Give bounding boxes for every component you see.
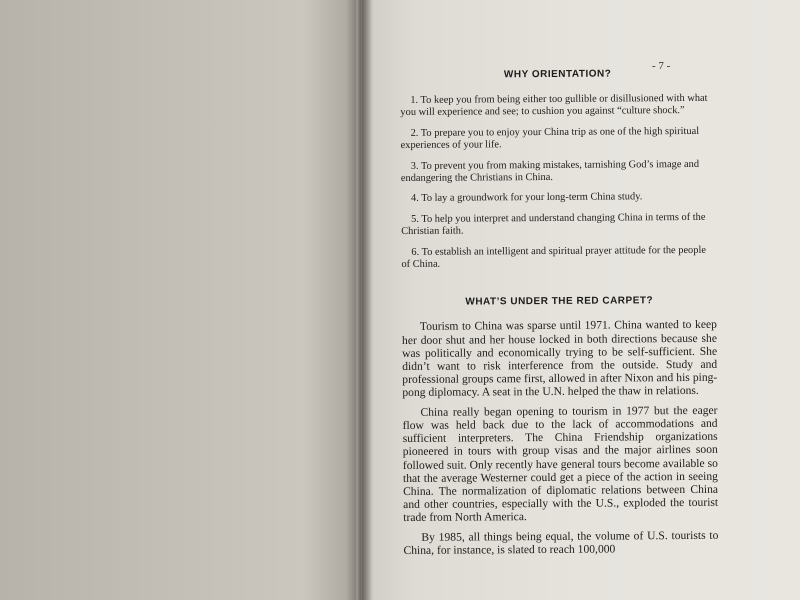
list-item: 3. To prevent you from making mistakes, tarnishing God’s image and endangering the Christians in China. — [400, 158, 700, 185]
list-item: 2. To prepare you to enjoy your China trip as one of the high spiritual experiences of your life. — [400, 125, 700, 152]
paragraph: By 1985, all things being equal, the volume of U.S. tourists to China, for instance, is slated to reach 100,000 — [403, 528, 719, 557]
book-gutter — [346, 0, 372, 600]
heading-red-carpet: WHAT’S UNDER THE RED CARPET? — [465, 295, 654, 309]
list-item: 6. To establish an intelligent and spiritual prayer attitude for the people of China. — [401, 244, 706, 271]
list-item: 1. To keep you from being either too gullible or disillusioned with what you will experience and see; to cushion you against “culture shock.” — [400, 92, 708, 119]
list-item: 5. To help you interpret and understand changing China in terms of the Christian faith. — [401, 211, 706, 238]
page-number: - 7 - — [652, 60, 671, 72]
heading-why-orientation: WHY ORIENTATION? — [503, 68, 612, 81]
list-item: 4. To lay a groundwork for your long-term China study. — [410, 191, 643, 205]
orientation-list — [400, 93, 716, 272]
paragraph: China really began opening to tourism in 1977 but the eager flow was held back due to the lack of accommodations and sufficient interpreters. The China Friendship organizations pioneered in tours with group visas and the major airlines soon followed suit. Only recently have general tours become available so that the average Westerner could get a piece of the action in seeing China. The normalization of diplomatic relations between China and other countries, especially with the U.S., exploded the tourist trade from North America. — [402, 403, 719, 525]
page-text-block — [400, 52, 719, 563]
paragraph: Tourism to China was sparse until 1971. China wanted to keep her door shut and her house locked in both directions because she was politically and economically trying to be self-sufficient. She didn’t want to risk interference from the outside. Study and professional groups came first, allowed in after Nixon and his ping-pong diplomacy. A seat in the U.N. helped the thaw in relations. — [401, 318, 718, 400]
left-page-blank — [0, 0, 356, 600]
